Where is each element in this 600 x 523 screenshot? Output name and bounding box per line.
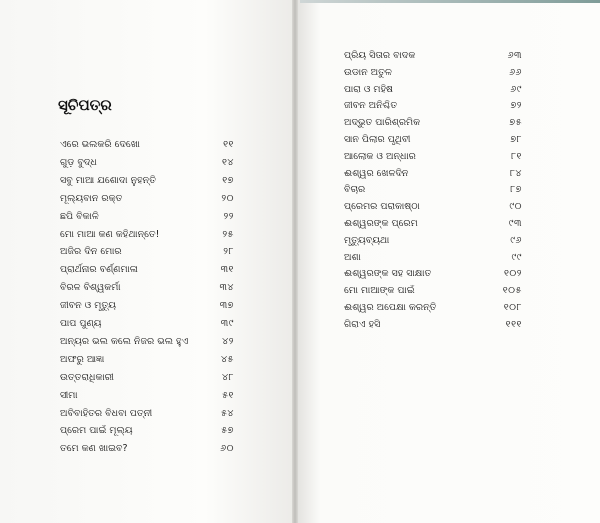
toc-entry-title: ଆଲୋକ ଓ ଅନ୍ଧାର <box>344 150 416 162</box>
toc-entry-page: ୮୧ <box>511 150 522 162</box>
toc-entry-title: ସାନ ପିଲାର ପୃଥିବୀ <box>344 134 411 145</box>
toc-entry <box>60 351 234 369</box>
toc-entry-page: ୧୧ <box>223 139 234 150</box>
toc-entry <box>60 243 234 261</box>
toc-entry-page: ୬୦ <box>220 443 234 455</box>
toc-entry-page: ୧୦୨ <box>503 268 522 280</box>
toc-entry-title: ସବୁ ମାଆ ଯଶୋଦା ନୁହନ୍ତି <box>60 174 156 186</box>
toc-entry <box>344 148 522 166</box>
toc-entry <box>60 154 234 172</box>
toc-entry-page: ୧୦୫ <box>502 285 522 297</box>
toc-entry <box>60 279 234 297</box>
toc-entry <box>344 198 522 216</box>
toc-entry <box>344 215 522 233</box>
toc-entry-title: ମୃତ୍ୟୁବ୍ୟଥା <box>344 234 390 246</box>
toc-entry <box>344 181 522 199</box>
toc-entry-page: ୭୫ <box>509 117 522 129</box>
toc-entry <box>60 172 234 190</box>
cover-edge <box>300 0 600 3</box>
toc-entry-title: ଗିରାଏ ହସି <box>344 318 381 330</box>
toc-entry-page: ୬୯ <box>510 83 522 95</box>
toc-entry <box>344 165 522 183</box>
toc-entry <box>344 131 522 149</box>
toc-entry-page: ୫୭ <box>221 425 234 437</box>
toc-entry <box>344 97 522 115</box>
toc-entry <box>344 265 522 283</box>
toc-entry-page: ୨୦ <box>221 192 234 204</box>
toc-entry-title: ଈଶ୍ୱର ଅପେକ୍ଷା କରନ୍ତି <box>344 302 437 313</box>
toc-entry-title: ମୂଲ୍ୟବାନ ରକ୍ତ <box>60 192 123 204</box>
toc-entry-page: ୩୪ <box>219 282 234 294</box>
toc-entry-title: ଅଦ୍ଭୁତ ପାରିଶ୍ରମିକ <box>344 117 421 129</box>
toc-entry-title: ତମେ କଣ ଖାଇବ? <box>60 443 128 455</box>
toc-entry-page: ୫୪ <box>220 407 234 419</box>
toc-entry-title: ଏରେ ଭଲକରି ଦେଖୋ <box>60 139 140 150</box>
toc-entry-title: ପାପ ପୁଣ୍ୟ <box>60 318 102 329</box>
toc-entry <box>344 81 522 99</box>
toc-entry-page: ୪୨ <box>222 335 234 347</box>
toc-entry <box>60 369 234 387</box>
toc-entry <box>344 299 522 317</box>
toc-entry <box>344 232 522 250</box>
toc-entry-page: ୧୭ <box>222 174 234 186</box>
toc-entry <box>60 422 234 440</box>
toc-entry-title: ସୀମା <box>60 389 78 401</box>
toc-entry-page: ୨୫ <box>222 228 234 240</box>
toc-entry-title: ଅବିବାହିତର ବିଧବା ପତ୍ନୀ <box>60 407 153 419</box>
toc-entry-title: ପ୍ରେମ ପାଇଁ ମୂଲ୍ୟ <box>60 425 133 437</box>
toc-entry-title: ଅଜିର ଦିନ ମୋର <box>60 246 122 258</box>
toc-entry-page: ୯୬ <box>510 234 522 246</box>
toc-entry-title: ପ୍ରେମର ପରାକାଷ୍ଠା <box>344 201 420 213</box>
toc-entry-page: ୫୧ <box>222 389 234 401</box>
toc-entry-page: ୮୭ <box>510 184 522 196</box>
toc-entry-title: ଜୀବନ ଓ ମୃତ୍ୟୁ <box>60 300 116 312</box>
toc-entry-page: ୪୫ <box>220 353 234 365</box>
toc-entry-page: ୪୮ <box>221 371 234 383</box>
toc-entry <box>344 47 522 65</box>
toc-entry <box>344 316 522 334</box>
book-gutter <box>292 0 298 523</box>
toc-entry-title: ଅଫରୁ ଆଜ୍ଞା <box>60 353 105 365</box>
toc-entry-title: ମୋ ମାଆ କଣ କହିଥାନ୍ତେ! <box>60 228 160 240</box>
toc-entry <box>60 261 234 279</box>
toc-entry <box>344 249 522 267</box>
toc-entry-title: ଉତ୍ତରାଧିକାରୀ <box>60 371 114 383</box>
toc-entry-title: ଜୀବନ ଅନିଶ୍ଚିତ <box>344 100 398 112</box>
toc-entry-title: ଗୁଡ଼ ବୁଦ୍ଧ <box>60 156 97 168</box>
toc-entry <box>60 297 234 315</box>
toc-entry-title: ବିରଳ ବିଶ୍ୱକର୍ମା <box>60 282 121 294</box>
toc-entry-title: ପ୍ରିୟ ସିତାର ବାଦକ <box>344 50 416 61</box>
toc-entry <box>60 333 234 351</box>
toc-entry-page: ୯୩ <box>508 218 522 229</box>
toc-entry <box>60 405 234 423</box>
toc-entry <box>60 190 234 208</box>
toc-entry-page: ୩୭ <box>219 300 234 312</box>
toc-entry-title: ଅନ୍ୟର ଭଲ କଲେ ନିଜର ଭଲ ହୁଏ <box>60 335 189 347</box>
toc-entry-page: ୮୪ <box>509 167 522 179</box>
toc-entry <box>344 282 522 300</box>
toc-entry-page: ୨୨ <box>223 210 234 222</box>
toc-entry <box>60 226 234 244</box>
toc-entry-title: ପାରା ଓ ମହିଷ <box>344 83 394 95</box>
toc-entry-title: ବିଚାର <box>344 184 366 196</box>
toc-entry <box>60 208 234 226</box>
toc-title: ସୂଚିପତ୍ର <box>58 96 112 114</box>
toc-entry <box>60 440 234 458</box>
toc-entry-title: ପ୍ରାର୍ଥନାର ବର୍ଣ୍ଣମାଳା <box>60 264 138 276</box>
toc-entry <box>60 136 234 154</box>
toc-entry-page: ୬୩ <box>507 50 522 61</box>
toc-entry-page: ୯୦ <box>509 201 522 213</box>
toc-entry <box>60 315 234 333</box>
toc-entry <box>344 64 522 82</box>
toc-entry-title: ଛପି ବିକାଳି <box>60 210 99 222</box>
toc-entry-title: ଈଶ୍ୱରଙ୍କ ପ୍ରେମ <box>344 218 418 229</box>
toc-entry-page: ୧୪ <box>221 156 234 168</box>
toc-entry-page: ୭୨ <box>510 100 522 112</box>
toc-entry-title: ଈଶ୍ୱର ଖେଳଦିନ <box>344 167 409 179</box>
toc-entry-title: ମୋ ମାଆଙ୍କ ପାଇଁ <box>344 285 415 297</box>
toc-entry <box>344 114 522 132</box>
toc-entry <box>60 387 234 405</box>
toc-entry-page: ୩୧ <box>220 264 234 276</box>
toc-entry-page: ୨୮ <box>223 246 234 258</box>
toc-entry-title: ଈଶ୍ୱରଙ୍କ ସହ ସାକ୍ଷାତ <box>344 268 432 280</box>
toc-entry-page: ୯୯ <box>511 251 522 263</box>
toc-entry-page: ୩୯ <box>220 318 234 329</box>
toc-entry-title: ଅଶା <box>344 251 361 263</box>
toc-entry-page: ୬୬ <box>509 66 522 78</box>
toc-entry-page: ୧୧୧ <box>505 318 522 330</box>
toc-entry-page: ୧୦୮ <box>503 302 522 313</box>
toc-entry-page: ୭୮ <box>510 134 522 145</box>
toc-entry-title: ଉଡାନ ଅତୁଳ <box>344 66 392 78</box>
